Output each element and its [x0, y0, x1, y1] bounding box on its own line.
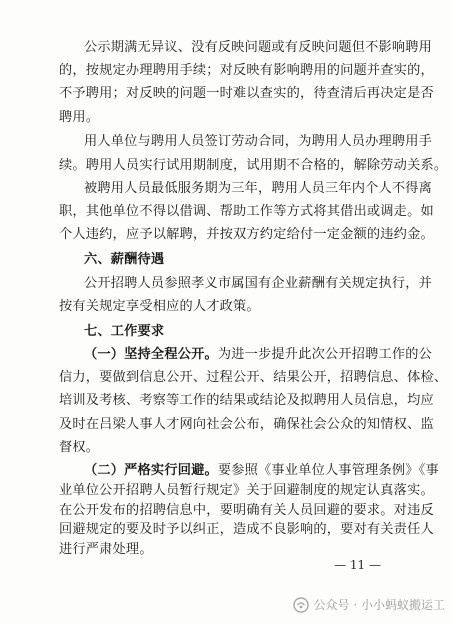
text-line: 不予聘用；对反映的问题一时难以查实的，待查清后再决定是否 [59, 86, 434, 101]
section-heading: 七、工作要求 [84, 324, 165, 339]
text-line: 个人违约，应予以解聘，并按双方约定给付一定金额的违约金。 [59, 227, 434, 242]
text-line: 公示期满无异议、没有反映问题或有反映问题但不影响聘用 [84, 40, 433, 55]
page-number: — 11 — [334, 558, 381, 572]
subsection-heading: （一）坚持全程公开。 [84, 347, 218, 362]
text-run: 进行严肃处理。 [59, 542, 153, 557]
text-line: 职，其他单位不得以借调、帮助工作等方式将其借出或调走。如 [59, 204, 434, 219]
text-run: 要参照《事业单位人事管理条例》《事 [217, 463, 439, 478]
text-line: 续。聘用人员实行试用期制度，试用期不合格的，解除劳动关系。 [59, 158, 448, 173]
text-line: 被聘用人员最低服务期为三年，聘用人员三年内个人不得离 [84, 181, 433, 196]
text-line: 聘用。 [59, 110, 100, 125]
text-line: 用人单位与聘用人员签订劳动合同，为聘用人员办理聘用手 [84, 134, 433, 149]
text-line: 督权。 [59, 440, 100, 455]
watermark-text: 公众号 · 小小蚂蚁搬运工 [313, 598, 445, 612]
text-run: 在公开发布的招聘信息中，要明确有关人员回避的要求。对违反 [59, 503, 434, 518]
text-run: 回避规定的要及时予以纠正，造成不良影响的，要对有关责任人 [59, 522, 434, 537]
watermark [293, 596, 445, 613]
text-line: 信力，要做到信息公开、过程公开、结果公开，招聘信息、体检、 [59, 370, 448, 385]
subsection-heading: （二）严格实行回避。 [84, 463, 218, 478]
text-run: 为进一步提升此次公开招聘工作的公 [217, 347, 433, 362]
text-line [59, 482, 434, 499]
text-line: 公开招聘人员参照孝义市属国有企业薪酬有关规定执行，并 [84, 276, 433, 291]
text-line [84, 462, 439, 479]
text-line: 按有关规定享受相应的人才政策。 [59, 299, 260, 314]
text-line [84, 346, 432, 363]
text-line [59, 502, 434, 519]
wechat-official-account-icon [293, 597, 309, 613]
section-heading: 六、薪酬待遇 [84, 252, 165, 267]
text-line [59, 541, 153, 558]
text-line: 的，按规定办理聘用手续；对反映有影响聘用的问题并查实的， [59, 63, 434, 78]
text-run: 业单位公开招聘人员暂行规定》关于回避制度的规定认真落实。 [59, 483, 434, 498]
text-line [59, 521, 434, 538]
text-line: 培训及考核、考察等工作的结果或结论及拟聘用人员信息，均应 [59, 393, 434, 408]
text-line: 及时在吕梁人事人才网向社会公布，确保社会公众的知情权、监 [59, 417, 434, 432]
